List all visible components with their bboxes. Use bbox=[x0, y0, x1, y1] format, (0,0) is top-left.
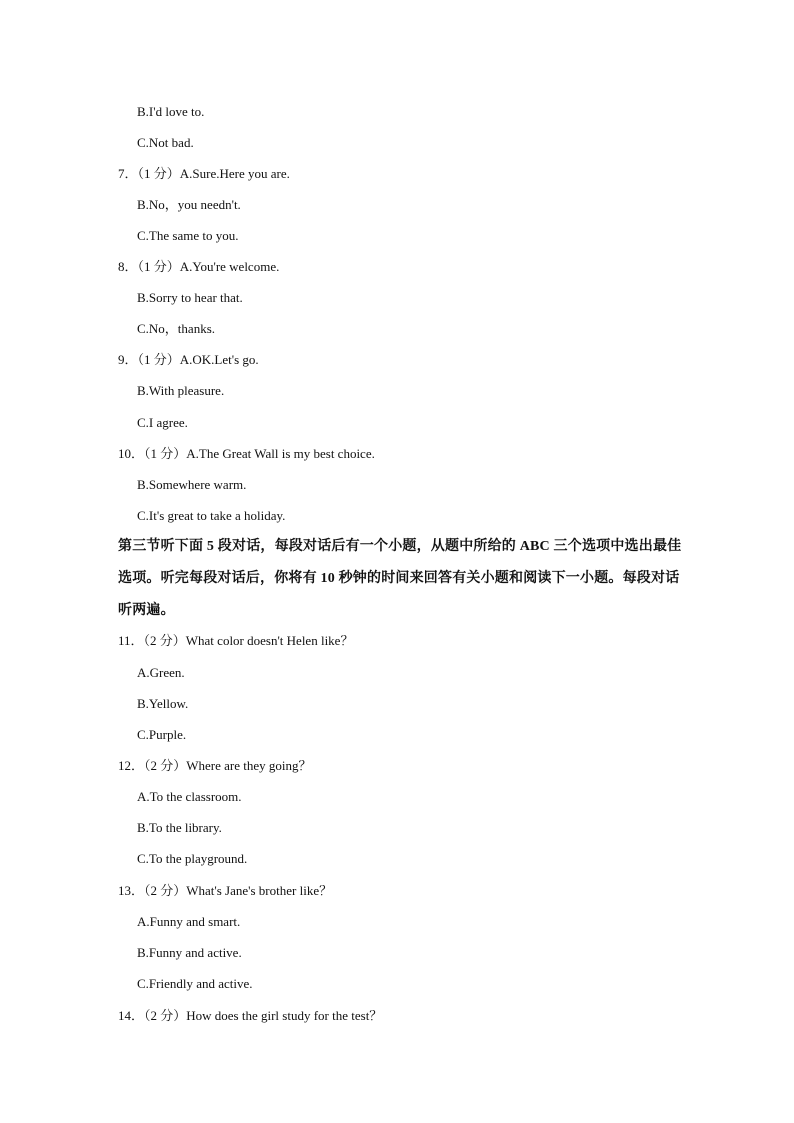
question-line: 8．（1 分）A.You're welcome. bbox=[118, 259, 280, 274]
section-instructions: 第三节听下面 5 段对话，每段对话后有一个小题，从题中所给的 ABC 三个选项中选出最佳 bbox=[118, 539, 682, 554]
question-line: 13．（2 分）What's Jane's brother like？ bbox=[118, 883, 333, 898]
question-line: 10．（1 分）A.The Great Wall is my best choice. bbox=[118, 446, 375, 461]
option-line: C.No，thanks. bbox=[137, 321, 216, 336]
option-line: B.Yellow. bbox=[137, 696, 189, 711]
option-line: B.Sorry to hear that. bbox=[137, 290, 243, 305]
option-line: C.Friendly and active. bbox=[137, 976, 253, 991]
question-line: 9．（1 分）A.OK.Let's go. bbox=[118, 352, 259, 367]
section-instructions: 听两遍。 bbox=[118, 603, 175, 618]
option-line: C.The same to you. bbox=[137, 228, 239, 243]
option-line: C.To the playground. bbox=[137, 851, 248, 866]
option-line: A.Green. bbox=[137, 665, 185, 680]
option-line: B.Funny and active. bbox=[137, 945, 242, 960]
question-line: 12．（2 分）Where are they going？ bbox=[118, 758, 312, 773]
option-line: C.Purple. bbox=[137, 727, 187, 742]
option-line: B.With pleasure. bbox=[137, 383, 225, 398]
option-line: A.To the classroom. bbox=[137, 789, 242, 804]
option-line: B.To the library. bbox=[137, 820, 222, 835]
option-line: B.Somewhere warm. bbox=[137, 477, 247, 492]
option-line: A.Funny and smart. bbox=[137, 914, 241, 929]
question-line: 7．（1 分）A.Sure.Here you are. bbox=[118, 166, 290, 181]
option-line: B.No，you needn't. bbox=[137, 197, 241, 212]
option-line: C.Not bad. bbox=[137, 135, 194, 150]
question-line: 11．（2 分）What color doesn't Helen like？ bbox=[118, 633, 354, 648]
option-line: B.I'd love to. bbox=[137, 104, 205, 119]
option-line: C.It's great to take a holiday. bbox=[137, 508, 286, 523]
question-line: 14．（2 分）How does the girl study for the test？ bbox=[118, 1008, 383, 1023]
option-line: C.I agree. bbox=[137, 415, 188, 430]
section-instructions: 选项。听完每段对话后，你将有 10 秒钟的时间来回答有关小题和阅读下一小题。每段对话 bbox=[118, 571, 680, 586]
